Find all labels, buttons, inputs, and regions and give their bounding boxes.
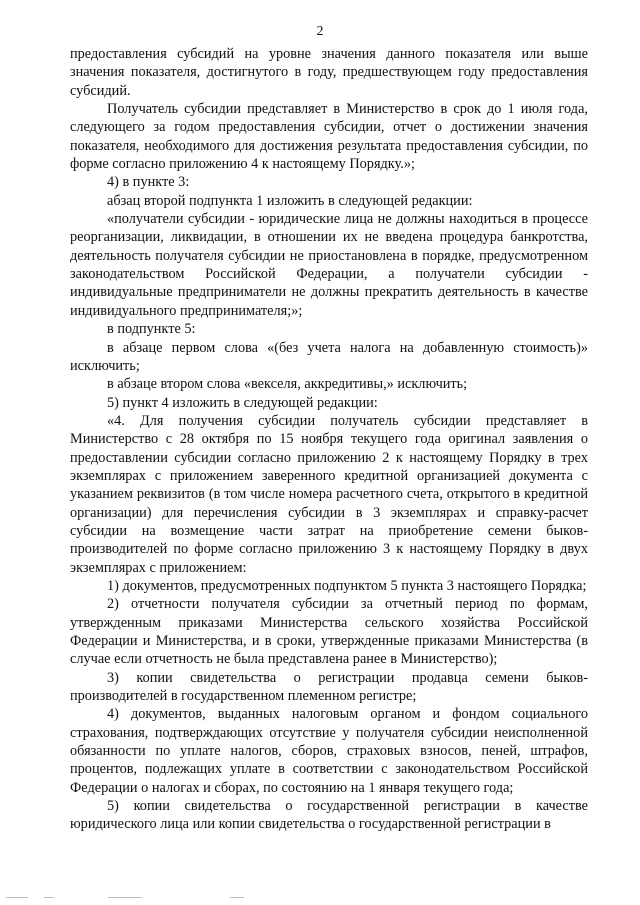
list-item-2: 2) отчетности получателя субсидии за отчетный период по формам, утвержденным приказами Министерства сельского хозяйства Российской Федерации и Министерства, и в сроки, утвержденные приказами Министерства (в случае если отчетность не была представлена ранее в Министерство); [70,596,588,668]
list-item-5: 5) копии свидетельства о государственной регистрации в качестве юридического лица или копии свидетельства о государственной регистрации в [70,798,588,833]
document-body [70,45,588,834]
paragraph-recipient-requirements: «получатели субсидии - юридические лица не должны находиться в процессе реорганизации, ликвидации, в отношении их не введена процедура банкротства, деятельность получателя субсидии не приостановлена в порядке, предусмотренном законодательством Российской Федерации, а получатели субсидии - индивидуальные предприниматели не должны прекратить деятельность в качестве индивидуального предпринимателя;»; [70,211,588,319]
paragraph-subpoint-5: в подпункте 5: [107,321,196,338]
list-item-3: 3) копии свидетельства о регистрации продавца семени быков-производителей в государственном племенном регистре; [70,669,588,705]
page-number: 2 [316,24,324,39]
paragraph-second-abzac-change: в абзаце втором слова «векселя, аккредитивы,» исключить; [107,376,468,393]
paragraph-item-5: 5) пункт 4 изложить в следующей редакции: [107,394,378,411]
scan-artifact [0,893,640,905]
list-item-1: 1) документов, предусмотренных подпунктом 5 пункта 3 настоящего Порядка; [107,577,587,594]
paragraph-item-4: 4) в пункте 3: [107,174,190,191]
paragraph-continuation: предоставления субсидий на уровне значения данного показателя или выше значения показателя, достигнутого в году, предшествующем году предоставления субсидий. [70,46,588,99]
paragraph-report-deadline: Получатель субсидии представляет в Министерство в срок до 1 июля года, следующего за годом предоставления субсидии, отчет о достижении значения показателя, необходимого для достижения результата предоставления субсидии, по форме согласно приложению 4 к настоящему Порядку.»; [70,101,588,173]
paragraph-point-4-text: «4. Для получения субсидии получатель субсидии представляет в Министерство с 28 октября по 15 ноября текущего года оригинал заявления о предоставлении субсидии согласно приложению 2 к настоящему Порядку в трех экземплярах с приложением заверенного кредитной организацией документа с указанием реквизитов (в том числе номера расчетного счета, открытого в кредитной организации) для перечисления субсидии в 3 экземплярах и справку-расчет субсидии на возмещение части затрат на приобретение семени быков-производителей по форме согласно приложению 3 к настоящему Порядку в двух экземплярах с приложением: [70,412,588,576]
list-item-4: 4) документов, выданных налоговым органом и фондом социального страхования, подтверждающих отсутствие у получателя субсидии неисполненной обязанности по уплате налогов, сборов, страховых взносов, пеней, штрафов, процентов, подлежащих уплате в соответствии с законодательством Российской Федерации о налогах и сборах, по состоянию на 1 января текущего года; [70,706,588,796]
paragraph-subpoint-1-instruction: абзац второй подпункта 1 изложить в следующей редакции: [107,192,473,209]
paragraph-first-abzac-change: в абзаце первом слова «(без учета налога на добавленную стоимость)» исключить; [70,339,588,374]
